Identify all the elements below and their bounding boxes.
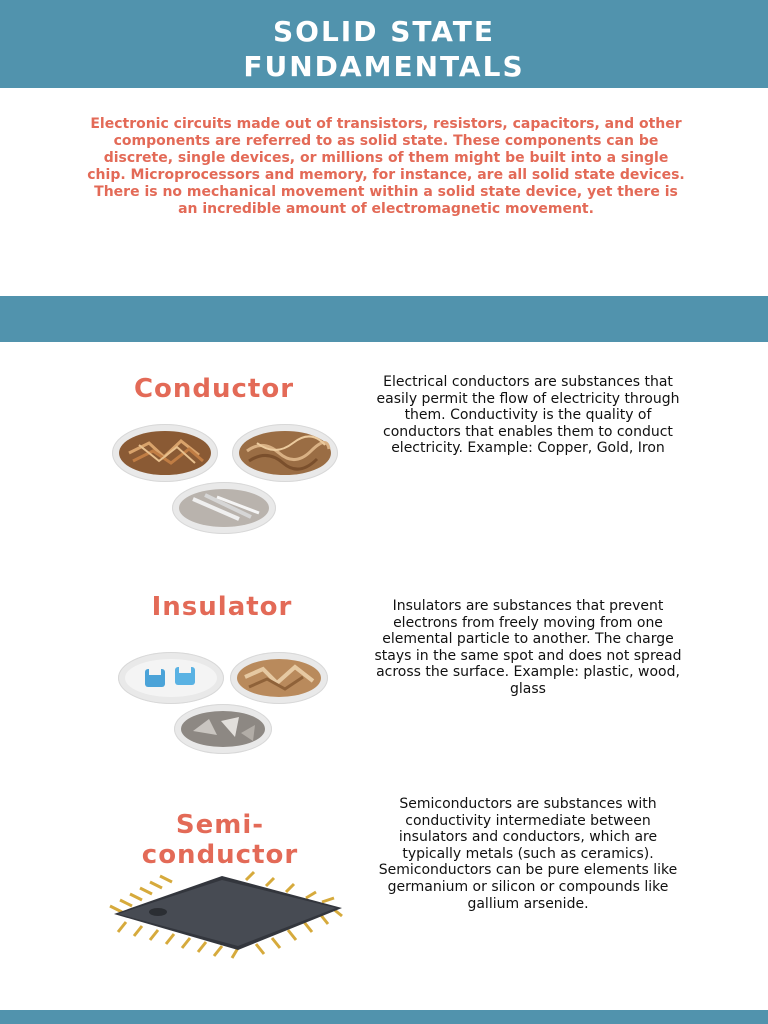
wood-chips-icon xyxy=(237,659,321,697)
copper-shavings-icon xyxy=(119,431,211,475)
intro-text: Electronic circuits made out of transistors, resistors, capacitors, and other components are referred to as solid state. These components can be discrete, single devices, or millions of them might be built into a single chip. Microprocessors and memory, for instance, are all solid state devices. There is no mechanical movement within a solid state device, yet there is an incredible amount of electromagnetic movement. xyxy=(87,116,685,217)
semiconductor-heading-line-1: Semi- xyxy=(175,810,265,840)
title-line-2: FUNDAMENTALS xyxy=(243,50,525,83)
microchip-icon xyxy=(96,866,358,962)
metal-shavings-icon xyxy=(239,431,331,475)
insulator-heading: Insulator xyxy=(151,592,293,622)
semiconductor-heading-line-2: conductor xyxy=(141,840,299,870)
plastic-clips-icon xyxy=(125,659,217,697)
plastic-image xyxy=(118,652,224,704)
wood-chips-image xyxy=(230,652,328,704)
header-band xyxy=(0,0,768,88)
semiconductor-heading xyxy=(96,810,344,870)
steel-pins-image xyxy=(172,482,276,534)
insulator-description: Insulators are substances that prevent electrons from freely moving from one elemental particle to another. The charge stays in the same spot and does not spread across the surface. Example: plastic, wood, glass xyxy=(374,598,682,697)
glass-shards-icon xyxy=(181,711,265,747)
divider-band xyxy=(0,296,768,342)
page-title xyxy=(0,14,768,84)
copper-wire-image xyxy=(112,424,218,482)
conductor-heading: Conductor xyxy=(133,374,295,404)
steel-pins-icon xyxy=(179,489,269,527)
glass-image xyxy=(174,704,272,754)
title-line-1: SOLID STATE xyxy=(272,15,496,48)
semiconductor-description: Semiconductors are substances with conductivity intermediate between insulators and conductors, which are typically metals (such as ceramics). Semiconductors can be pure elements like germanium or silicon or compounds like gallium arsenide. xyxy=(378,796,678,912)
brass-shavings-image xyxy=(232,424,338,482)
conductor-description: Electrical conductors are substances that easily permit the flow of electricity through them. Conductivity is the quality of conductors that enables them to conduct electricity. Example: Copper, Gold, Iron xyxy=(376,374,680,457)
footer-band xyxy=(0,1010,768,1024)
